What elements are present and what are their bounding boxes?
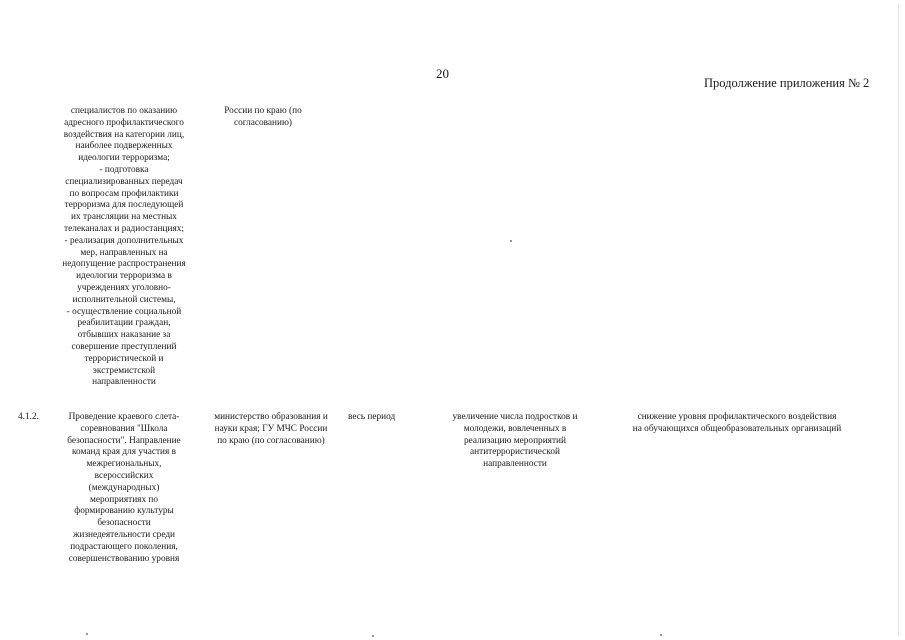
page-number: 20 — [436, 66, 449, 81]
scan-edge-line — [898, 4, 899, 636]
row-measure-cell: Проведение краевого слета- соревнования "Школа безопасности". Направление команд края для участия в межрегиональных, всероссийских (международных) мероприятиях по формированию культуры безопасности жизнедеятельности среди подрастающего поколения, совершенствованию уровня — [67, 412, 181, 564]
row-consequence-cell: снижение уровня профилактического воздействия на обучающихся общеобразовательных организаций — [632, 412, 842, 434]
row-period-cell: весь период — [348, 412, 396, 422]
scan-speck — [660, 634, 662, 636]
scan-speck — [510, 240, 512, 242]
prev-row-executor-cell: России по краю (по согласованию) — [224, 106, 302, 128]
row-result-cell: увеличение числа подростков и молодежи, вовлеченных в реализацию мероприятий антитеррористической направленности — [452, 412, 578, 470]
appendix-continuation-label: Продолжение приложения № 2 — [704, 76, 870, 90]
scan-speck — [372, 635, 374, 637]
row-number: 4.1.2. — [18, 412, 39, 422]
scan-speck — [86, 633, 88, 635]
prev-row-measure-cell: специалистов по оказанию адресного профилактического воздействия на категории лиц, наиболее подверженных идеологии терроризма; - подготовка специализированных передач по вопросам профилактики терроризма для последующей их трансляции на местных телеканалах и радиостанциях; - реализация дополнительных мер, направленных на недопущение распространения идеологии терроризма в учреждениях уголовно- исполнительной системы, - осуществление социальной реабилитации граждан, отбывших наказание за совершение преступлений террористической и экстремистской направленности — [62, 106, 186, 388]
row-executor-cell: министерство образования и науки края; ГУ МЧС России по краю (по согласованию) — [214, 412, 328, 446]
